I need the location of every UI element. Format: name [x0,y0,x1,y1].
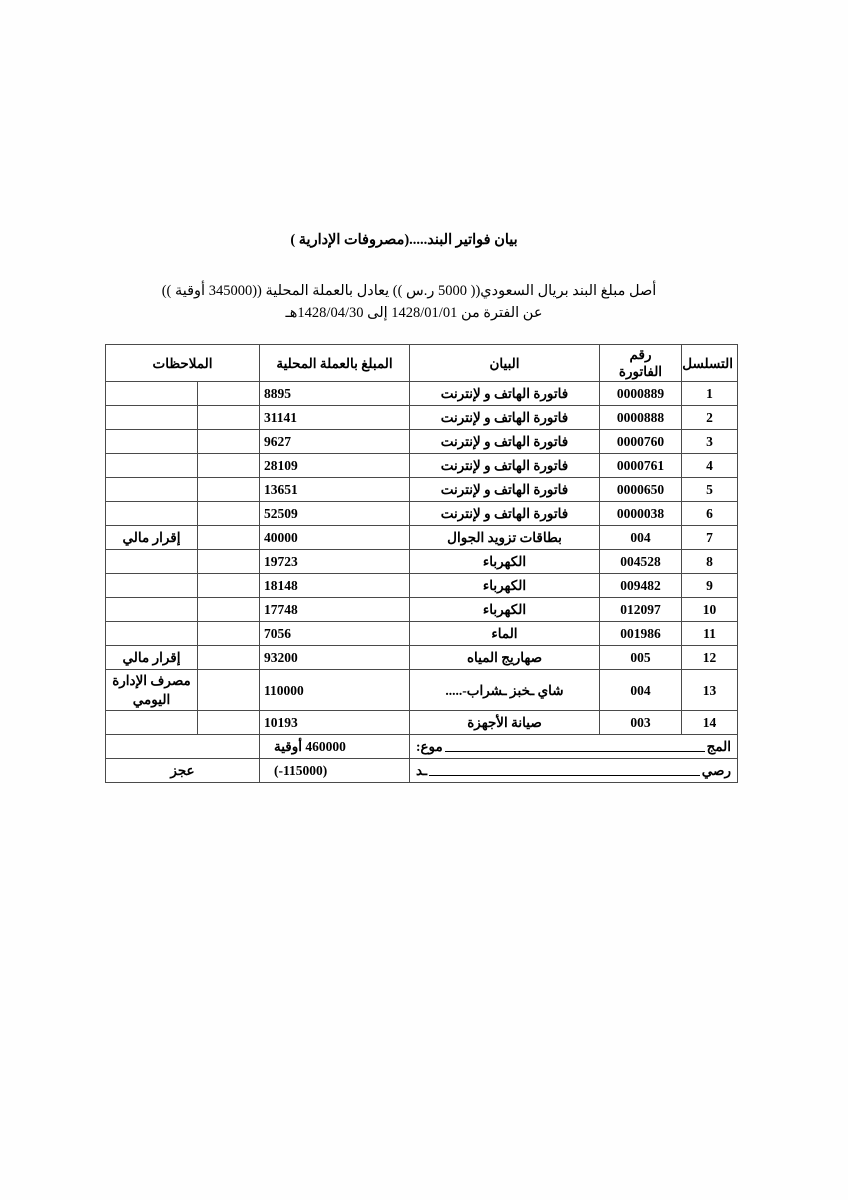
cell-description: فاتورة الهاتف و لإنترنت [410,382,600,406]
cell-note-right [106,574,198,598]
cell-note-left [198,478,260,502]
table-row [106,382,738,406]
total-row [106,735,738,759]
cell-note-left [198,502,260,526]
cell-note-left [198,550,260,574]
cell-note-right: إقرار مالي [106,646,198,670]
cell-sequence: 6 [682,502,738,526]
total-row-note [106,735,260,759]
cell-invoice: 009482 [600,574,682,598]
balance-row-label [410,759,738,783]
cell-invoice: 0000760 [600,430,682,454]
cell-amount: 93200 [260,646,410,670]
table-header-row [106,345,738,382]
cell-note-right [106,502,198,526]
cell-note-right [106,406,198,430]
cell-invoice: 004528 [600,550,682,574]
cell-note-right: إقرار مالي [106,526,198,550]
table-row [106,502,738,526]
column-header-invoice [600,345,682,382]
cell-note-left [198,574,260,598]
cell-description: الكهرباء [410,574,600,598]
cell-invoice: 0000888 [600,406,682,430]
column-header-description: البيان [410,345,600,382]
cell-amount: 13651 [260,478,410,502]
cell-invoice: 0000889 [600,382,682,406]
cell-invoice: 0000650 [600,478,682,502]
total-label-start: المج [706,739,731,754]
cell-amount: 52509 [260,502,410,526]
balance-row-note: عجز [106,759,260,783]
balance-row-amount: (115000-) [260,759,410,783]
cell-description: بطاقات تزويد الجوال [410,526,600,550]
cell-description: فاتورة الهاتف و لإنترنت [410,478,600,502]
cell-note-left [198,711,260,735]
cell-note-left [198,622,260,646]
table-row [106,454,738,478]
cell-description: فاتورة الهاتف و لإنترنت [410,430,600,454]
cell-invoice: 001986 [600,622,682,646]
cell-note-left [198,382,260,406]
cell-invoice: 0000761 [600,454,682,478]
cell-sequence: 12 [682,646,738,670]
balance-label-rule [429,766,700,776]
cell-invoice: 004 [600,526,682,550]
cell-note-right [106,711,198,735]
cell-amount: 28109 [260,454,410,478]
balance-row [106,759,738,783]
cell-description: صهاريج المياه [410,646,600,670]
cell-note-left [198,526,260,550]
balance-label-start: رصي [701,763,731,778]
cell-description: فاتورة الهاتف و لإنترنت [410,406,600,430]
cell-note-right [106,598,198,622]
cell-amount: 9627 [260,430,410,454]
cell-amount: 7056 [260,622,410,646]
cell-amount: 19723 [260,550,410,574]
table-row [106,574,738,598]
table-row [106,478,738,502]
document-subtitle [0,280,848,325]
total-row-label [410,735,738,759]
cell-sequence: 4 [682,454,738,478]
cell-amount: 8895 [260,382,410,406]
cell-note-right [106,478,198,502]
cell-invoice: 012097 [600,598,682,622]
table-row [106,430,738,454]
page-title [0,232,848,249]
cell-sequence: 7 [682,526,738,550]
column-header-notes: الملاحظات [106,345,260,382]
cell-note-right: مصرف الإدارة اليومي [106,670,198,711]
cell-sequence: 13 [682,670,738,711]
table-row [106,646,738,670]
table-body [106,382,738,735]
cell-description: الكهرباء [410,598,600,622]
cell-description: الماء [410,622,600,646]
invoice-table-wrapper [106,344,738,783]
cell-description: شاي ـخبز ـشراب-..... [410,670,600,711]
cell-note-left [198,598,260,622]
cell-note-right [106,430,198,454]
cell-note-right [106,550,198,574]
total-label-end: موع: [416,739,443,754]
cell-invoice: 004 [600,670,682,711]
total-row-amount: 460000 أوقية [260,735,410,759]
cell-description: فاتورة الهاتف و لإنترنت [410,454,600,478]
subtitle-line-1: أصل مبلغ البند بريال السعودي(( 5000 ر.س )) يعادل بالعملة المحلية ((345000 أوقية )) [161,283,657,299]
cell-note-left [198,406,260,430]
balance-label-end: ـد [416,763,428,778]
cell-description: صيانة الأجهزة [410,711,600,735]
cell-description: فاتورة الهاتف و لإنترنت [410,502,600,526]
cell-sequence: 11 [682,622,738,646]
table-row [106,550,738,574]
page-title-text: بيان فواتير البند.....(مصروفات الإدارية ) [290,232,518,248]
cell-sequence: 9 [682,574,738,598]
column-header-sequence: التسلسل [682,345,738,382]
table-row [106,526,738,550]
table-row [106,711,738,735]
table-row [106,598,738,622]
cell-amount: 110000 [260,670,410,711]
cell-invoice: 005 [600,646,682,670]
cell-note-left [198,430,260,454]
cell-invoice: 003 [600,711,682,735]
invoice-table [105,344,738,783]
cell-amount: 17748 [260,598,410,622]
table-footer [106,735,738,783]
table-row [106,406,738,430]
cell-sequence: 14 [682,711,738,735]
cell-amount: 40000 [260,526,410,550]
subtitle-line-2: عن الفترة من 1428/01/01 إلى 1428/04/30هـ [285,305,543,322]
cell-note-left [198,454,260,478]
column-header-invoice-line2: الفاتورة [618,364,663,379]
cell-note-left [198,670,260,711]
column-header-invoice-line1: رقم [629,347,652,362]
cell-note-right [106,454,198,478]
cell-sequence: 5 [682,478,738,502]
cell-amount: 18148 [260,574,410,598]
cell-invoice: 0000038 [600,502,682,526]
cell-sequence: 3 [682,430,738,454]
cell-sequence: 1 [682,382,738,406]
table-row [106,670,738,711]
cell-sequence: 2 [682,406,738,430]
cell-amount: 10193 [260,711,410,735]
column-header-amount: المبلغ بالعملة المحلية [260,345,410,382]
cell-description: الكهرباء [410,550,600,574]
table-row [106,622,738,646]
cell-amount: 31141 [260,406,410,430]
cell-note-left [198,646,260,670]
total-label-rule [445,742,705,752]
cell-sequence: 10 [682,598,738,622]
cell-note-right [106,622,198,646]
cell-note-right [106,382,198,406]
cell-sequence: 8 [682,550,738,574]
